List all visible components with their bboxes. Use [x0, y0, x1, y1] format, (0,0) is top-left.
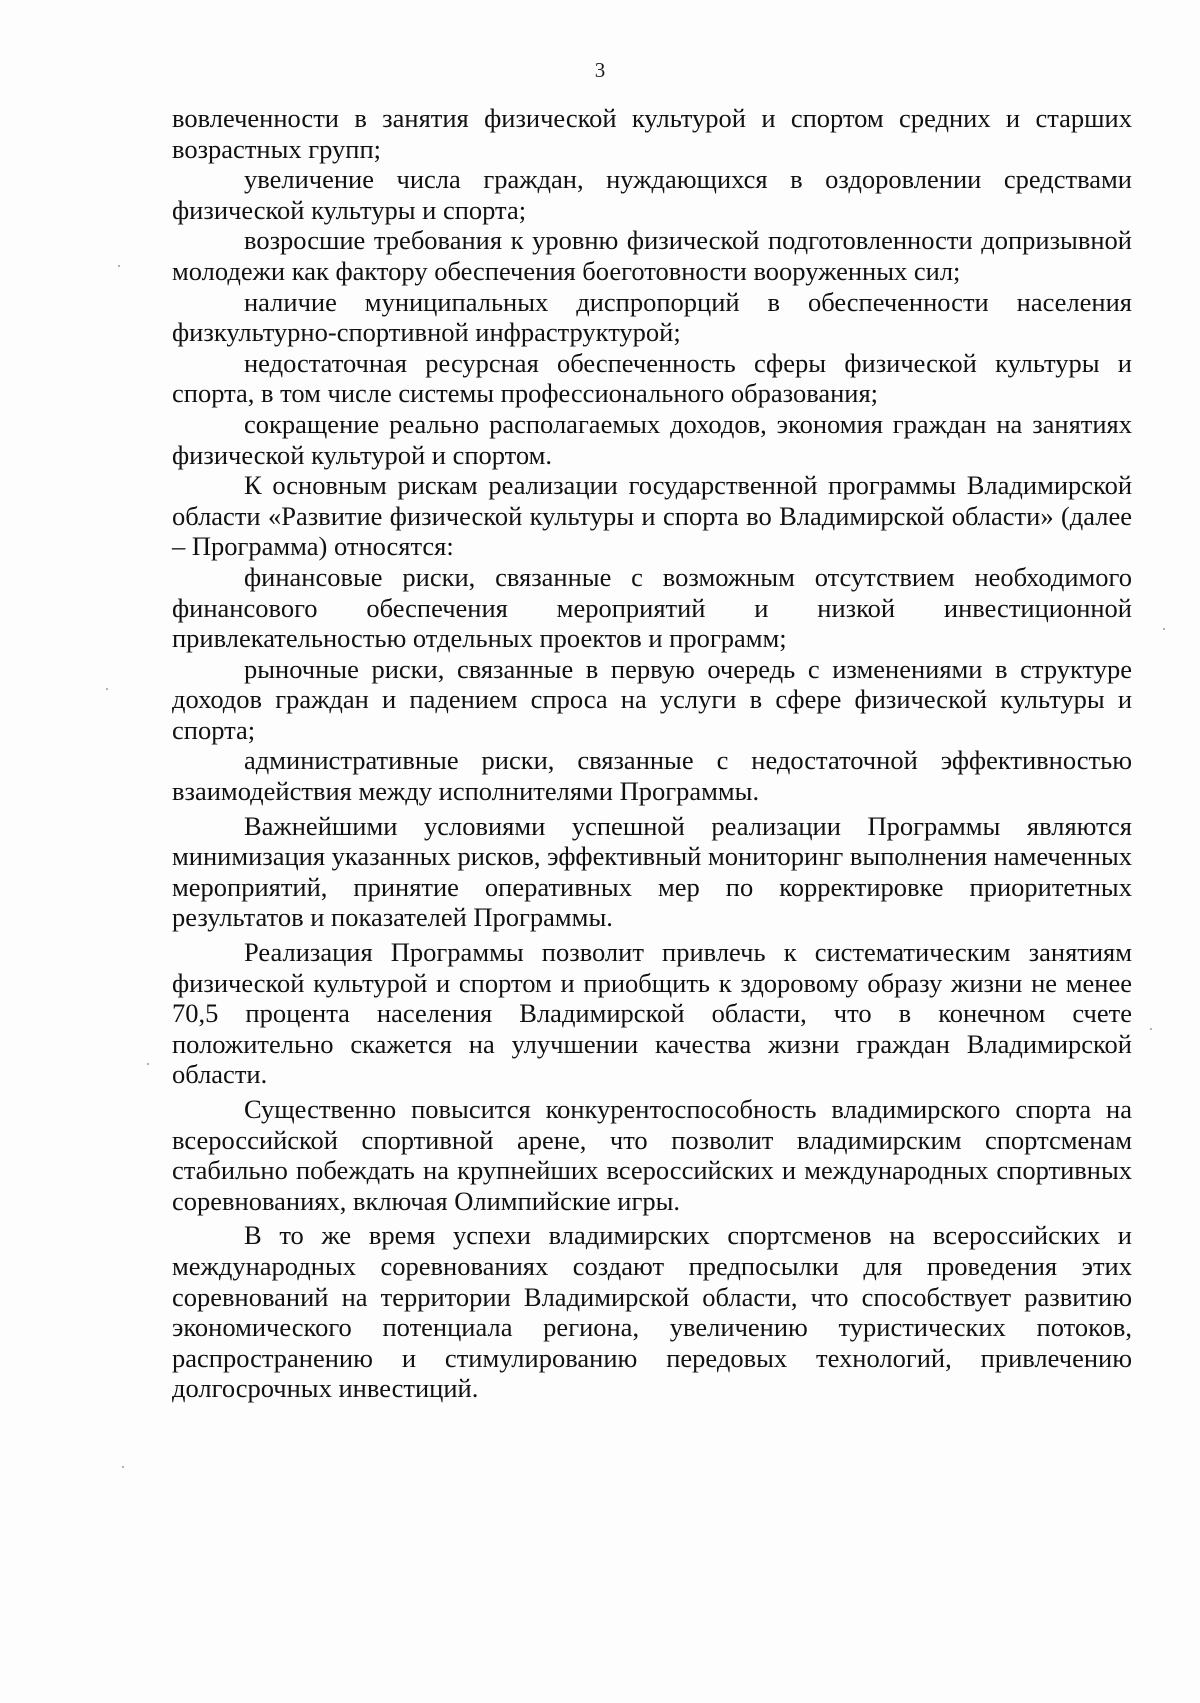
- page-number: 3: [594, 58, 606, 82]
- scan-speck: [1163, 628, 1165, 630]
- paragraph: К основным рискам реализации государственной программы Владимирской области «Развитие физической культуры и спорта во Владимирской области» (далее – Программа) относятся:: [172, 470, 1132, 562]
- paragraph: вовлеченности в занятия физической культурой и спортом средних и старших возрастных групп;: [172, 103, 1132, 164]
- scan-speck: [118, 265, 120, 267]
- paragraph: Важнейшими условиями успешной реализации Программы являются минимизация указанных рисков, эффективный мониторинг выполнения намеченных мероприятий, принятие оперативных мер по корректировке приоритетных результатов и показателей Программы.: [172, 810, 1132, 933]
- scan-speck: [1150, 1028, 1152, 1030]
- paragraph: сокращение реально располагаемых доходов, экономия граждан на занятиях физической культурой и спортом.: [172, 408, 1132, 470]
- scan-speck: [106, 688, 108, 690]
- scan-speck: [147, 1063, 149, 1065]
- paragraph: финансовые риски, связанные с возможным отсутствием необходимого финансового обеспечения мероприятий и низкой инвестиционной привлекательностью отдельных проектов и программ;: [172, 561, 1132, 654]
- paragraph: недостаточная ресурсная обеспеченность сферы физической культуры и спорта, в том числе системы профессионального образования;: [172, 347, 1132, 409]
- paragraph: Существенно повысится конкурентоспособность владимирского спорта на всероссийской спортивной арене, что позволит владимирским спортсменам стабильно побеждать на крупнейших всероссийских и международных спортивных соревнованиях, включая Олимпийские игры.: [172, 1094, 1132, 1216]
- paragraph: административные риски, связанные с недостаточной эффективностью взаимодействия между исполнителями Программы.: [172, 745, 1132, 807]
- paragraph: Реализация Программы позволит привлечь к систематическим занятиям физической культурой и спортом и приобщить к здоровому образу жизни не менее 70,5 процента населения Владимирской области, что в конечном счете положительно скажется на улучшении качества жизни граждан Владимирской области.: [172, 937, 1132, 1090]
- paragraph: наличие муниципальных диспропорций в обеспеченности населения физкультурно-спортивной инфраструктурой;: [172, 286, 1132, 348]
- document-body: [172, 103, 1132, 1404]
- paragraph: рыночные риски, связанные в первую очередь с изменениями в структуре доходов граждан и падением спроса на услуги в сфере физической культуры и спорта;: [172, 653, 1132, 745]
- paragraph: увеличение числа граждан, нуждающихся в оздоровлении средствами физической культуры и спорта;: [172, 164, 1132, 225]
- scan-speck: [122, 1466, 124, 1468]
- paragraph: В то же время успехи владимирских спортсменов на всероссийских и международных соревнованиях создают предпосылки для проведения этих соревнований на территории Владимирской области, что способствует развитию экономического потенциала региона, увеличению туристических потоков, распространению и стимулированию передовых технологий, привлечению долгосрочных инвестиций.: [172, 1220, 1132, 1404]
- paragraph: возросшие требования к уровню физической подготовленности допризывной молодежи как фактору обеспечения боеготовности вооруженных сил;: [172, 225, 1132, 286]
